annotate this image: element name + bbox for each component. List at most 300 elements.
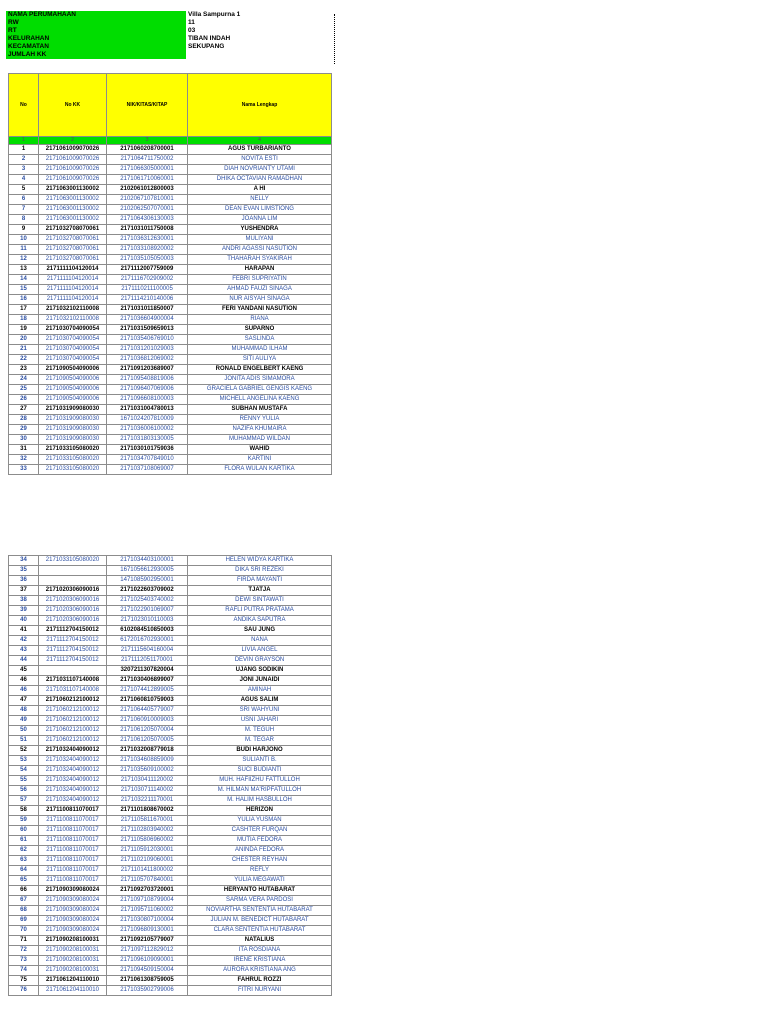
cell-no-kk: 2171090208100031	[39, 956, 107, 966]
table-row	[9, 415, 332, 425]
cell-name: WAHID	[188, 445, 332, 455]
cell-nik: 2171094509150004	[107, 966, 188, 976]
table-row	[9, 856, 332, 866]
table-row	[9, 175, 332, 185]
cell-name: DEAN EVAN LIMSTIONG	[188, 205, 332, 215]
cell-no: 23	[9, 365, 39, 375]
cell-no: 10	[9, 235, 39, 245]
cell-nik: 2171095711060002	[107, 906, 188, 916]
info-label: KELURAHAN	[6, 35, 186, 43]
cell-nik: 2171030411120002	[107, 776, 188, 786]
cell-nik: 2171092105779007	[107, 936, 188, 946]
cell-name: FIRDA MAYANTI	[188, 576, 332, 586]
table-row	[9, 596, 332, 606]
cell-no: 8	[9, 215, 39, 225]
cell-name: HERIZON	[188, 806, 332, 816]
cell-name: SITI AULIYA	[188, 355, 332, 365]
cell-nik: 2171030406899007	[107, 676, 188, 686]
cell-no-kk: 2171111104120014	[39, 285, 107, 295]
table-row	[9, 926, 332, 936]
cell-nik: 2171060910009003	[107, 716, 188, 726]
cell-nik: 2171112007759009	[107, 265, 188, 275]
cell-no-kk: 2171100811070017	[39, 806, 107, 816]
cell-no-kk: 2171020306090016	[39, 586, 107, 596]
table-row	[9, 946, 332, 956]
cell-name: NOVITA ESTI	[188, 155, 332, 165]
cell-no: 43	[9, 646, 39, 656]
cell-nik: 2171101411800002	[107, 866, 188, 876]
cell-no: 41	[9, 626, 39, 636]
cell-nik: 2171061205070004	[107, 726, 188, 736]
column-index: 2	[39, 137, 107, 145]
cell-no-kk	[39, 666, 107, 676]
cell-name: M. HILMAN MA'RIPFATULLOH	[188, 786, 332, 796]
cell-name: NOVIARTHA SENTENTIA HUTABARAT	[188, 906, 332, 916]
cell-name: RENNY YULIA	[188, 415, 332, 425]
table-row	[9, 876, 332, 886]
cell-nik: 2171023010110003	[107, 616, 188, 626]
info-label: RW	[6, 19, 186, 27]
cell-no: 76	[9, 986, 39, 996]
cell-no-kk: 2171063001130002	[39, 205, 107, 215]
cell-name: MULIYANI	[188, 235, 332, 245]
info-value: TIBAN INDAH	[186, 35, 336, 43]
cell-nik: 2171101808670002	[107, 806, 188, 816]
table-row	[9, 696, 332, 706]
cell-name: HERYANTO HUTABARAT	[188, 886, 332, 896]
cell-no-kk: 2171100811070017	[39, 866, 107, 876]
cell-no-kk: 2171111104120014	[39, 275, 107, 285]
table-row	[9, 736, 332, 746]
cell-nik: 2171064405779007	[107, 706, 188, 716]
table-row	[9, 185, 332, 195]
cell-no-kk: 2171111104120014	[39, 265, 107, 275]
table-row	[9, 556, 332, 566]
cell-no-kk: 2171032404090012	[39, 776, 107, 786]
cell-no: 32	[9, 455, 39, 465]
cell-no: 72	[9, 946, 39, 956]
cell-no: 13	[9, 265, 39, 275]
cell-no-kk: 2171031107140008	[39, 676, 107, 686]
cell-nik: 2171036604900004	[107, 315, 188, 325]
cell-name: AGUS TURBARIANTO	[188, 145, 332, 155]
cell-nik: 2171036812069002	[107, 355, 188, 365]
cell-no-kk: 2171020306090016	[39, 596, 107, 606]
cell-no-kk: 2171032404090012	[39, 796, 107, 806]
table-row	[9, 606, 332, 616]
cell-no-kk: 2171032102110008	[39, 315, 107, 325]
cell-name: M. HALIM HASBULLOH	[188, 796, 332, 806]
cell-no-kk: 2171030704090054	[39, 325, 107, 335]
table-row	[9, 786, 332, 796]
cell-no: 42	[9, 636, 39, 646]
cell-no: 1	[9, 145, 39, 155]
table-row	[9, 666, 332, 676]
info-value	[186, 51, 336, 59]
cell-nik: 6102084510850003	[107, 626, 188, 636]
column-header-nik: NIK/KITAS/KITAP	[107, 74, 188, 137]
cell-nik: 2171035609100002	[107, 766, 188, 776]
table-row	[9, 385, 332, 395]
cell-nik: 2171096407069006	[107, 385, 188, 395]
cell-no: 40	[9, 616, 39, 626]
cell-nik: 2171105912030001	[107, 846, 188, 856]
cell-nik: 2171097112829012	[107, 946, 188, 956]
table-row	[9, 986, 332, 996]
cell-name: UJANG SODIKIN	[188, 666, 332, 676]
cell-name: KARTINI	[188, 455, 332, 465]
table-row	[9, 636, 332, 646]
cell-no: 49	[9, 716, 39, 726]
cell-name: YUSHENDRA	[188, 225, 332, 235]
table-row	[9, 455, 332, 465]
cell-nik: 2171105707840001	[107, 876, 188, 886]
cell-no-kk: 2171090504090006	[39, 375, 107, 385]
cell-no: 61	[9, 836, 39, 846]
cell-nik: 3207211307820004	[107, 666, 188, 676]
cell-name: SUBHAN MUSTAFA	[188, 405, 332, 415]
table-row	[9, 576, 332, 586]
cell-nik: 2171030711140002	[107, 786, 188, 796]
cell-name: NATALIUS	[188, 936, 332, 946]
cell-nik: 2171096809130001	[107, 926, 188, 936]
cell-no-kk: 2171100811070017	[39, 846, 107, 856]
cell-no-kk: 2171100811070017	[39, 876, 107, 886]
cell-no: 26	[9, 395, 39, 405]
cell-no: 16	[9, 295, 39, 305]
table-row	[9, 245, 332, 255]
cell-no-kk: 2171060212100012	[39, 726, 107, 736]
cell-no-kk: 2171111104120014	[39, 295, 107, 305]
cell-name: CHESTER REYHAN	[188, 856, 332, 866]
cell-no-kk: 2171032708070061	[39, 225, 107, 235]
cell-no-kk: 2171061204110010	[39, 986, 107, 996]
column-index: 4	[188, 137, 332, 145]
cell-name: REFLY	[188, 866, 332, 876]
cell-no: 28	[9, 415, 39, 425]
cell-no-kk: 2171100811070017	[39, 836, 107, 846]
info-row	[6, 19, 336, 27]
cell-name: JOANNA LIM	[188, 215, 332, 225]
resident-table-part-1	[8, 73, 332, 475]
cell-no: 58	[9, 806, 39, 816]
cell-no-kk: 2171112704150012	[39, 636, 107, 646]
cell-no-kk: 2171090504090006	[39, 395, 107, 405]
cell-no-kk: 2171090208100031	[39, 946, 107, 956]
info-row	[6, 43, 336, 51]
cell-no: 5	[9, 185, 39, 195]
info-row	[6, 11, 336, 19]
cell-no: 39	[9, 606, 39, 616]
table-row	[9, 345, 332, 355]
table-row	[9, 796, 332, 806]
table-row	[9, 646, 332, 656]
cell-nik: 2102067107810001	[107, 195, 188, 205]
cell-nik: 2171031509659013	[107, 325, 188, 335]
cell-name: NAZIFA KHUMAIRA	[188, 425, 332, 435]
table-row	[9, 425, 332, 435]
table-row	[9, 215, 332, 225]
cell-name: MUH. HAFIIZHU FATTULLOH	[188, 776, 332, 786]
column-index-row	[9, 137, 332, 145]
cell-nik: 2171033108920002	[107, 245, 188, 255]
table-row	[9, 756, 332, 766]
cell-name: TJATJA	[188, 586, 332, 596]
cell-no: 15	[9, 285, 39, 295]
cell-nik: 2171112051170001	[107, 656, 188, 666]
column-index: 3	[107, 137, 188, 145]
table-row	[9, 886, 332, 896]
cell-no-kk: 2171063001130002	[39, 185, 107, 195]
cell-name: NELLY	[188, 195, 332, 205]
table-row	[9, 766, 332, 776]
cell-no: 47	[9, 696, 39, 706]
cell-name: IRENE KRISTIANA	[188, 956, 332, 966]
cell-no: 62	[9, 846, 39, 856]
column-header-no: No	[9, 74, 39, 137]
cell-no: 7	[9, 205, 39, 215]
cell-no-kk: 2171033105080020	[39, 556, 107, 566]
cell-no: 6	[9, 195, 39, 205]
cell-nik: 2171060810759003	[107, 696, 188, 706]
cell-nik: 1671056612930005	[107, 566, 188, 576]
column-header-no-kk: No KK	[39, 74, 107, 137]
cell-no: 3	[9, 165, 39, 175]
table-row	[9, 716, 332, 726]
cell-no-kk: 2171100811070017	[39, 826, 107, 836]
cell-no: 71	[9, 936, 39, 946]
cell-name: FEBRI SUPRIYATIN	[188, 275, 332, 285]
cell-name: BUDI HARJONO	[188, 746, 332, 756]
table-row	[9, 465, 332, 475]
cell-nik: 6172016702930001	[107, 636, 188, 646]
cell-no: 52	[9, 746, 39, 756]
cell-no: 55	[9, 776, 39, 786]
cell-no: 4	[9, 175, 39, 185]
cell-nik: 2171031004780013	[107, 405, 188, 415]
cell-name: CLARA SENTENTIA HUTABARAT	[188, 926, 332, 936]
table-row	[9, 355, 332, 365]
cell-no: 25	[9, 385, 39, 395]
table-row	[9, 616, 332, 626]
cell-no-kk	[39, 576, 107, 586]
cell-name: JONI JUNAIDI	[188, 676, 332, 686]
cell-no-kk: 2171020306090016	[39, 616, 107, 626]
cell-no: 66	[9, 886, 39, 896]
cell-nik: 2171030807100004	[107, 916, 188, 926]
cell-nik: 2171061710060001	[107, 175, 188, 185]
cell-no-kk: 2171100811070017	[39, 816, 107, 826]
cell-no: 60	[9, 826, 39, 836]
cell-no: 48	[9, 706, 39, 716]
cell-no-kk: 2171061204110010	[39, 976, 107, 986]
cell-no: 2	[9, 155, 39, 165]
cell-nik: 2171031011850007	[107, 305, 188, 315]
cell-no-kk	[39, 566, 107, 576]
cell-nik: 2171030101759036	[107, 445, 188, 455]
info-value: 03	[186, 27, 336, 35]
cell-no: 64	[9, 866, 39, 876]
cell-no-kk: 2171090309080024	[39, 906, 107, 916]
table-row	[9, 746, 332, 756]
cell-no: 35	[9, 566, 39, 576]
table-row	[9, 205, 332, 215]
cell-name: MUHAMMAD ILHAM	[188, 345, 332, 355]
cell-no-kk: 2171063001130002	[39, 215, 107, 225]
table-row	[9, 806, 332, 816]
cell-no: 27	[9, 405, 39, 415]
table-row	[9, 726, 332, 736]
cell-name: M. TEGAR	[188, 736, 332, 746]
cell-name: SULIANTI B.	[188, 756, 332, 766]
cell-no-kk: 2171060212100012	[39, 696, 107, 706]
info-value: Villa Sampurna 1	[186, 11, 336, 19]
cell-no-kk: 2171032708070061	[39, 255, 107, 265]
cell-name: LIVIA ANGEL	[188, 646, 332, 656]
cell-name: DEWI SINTAWATI	[188, 596, 332, 606]
cell-no-kk: 2171030704090054	[39, 345, 107, 355]
cell-nik: 2171025403740002	[107, 596, 188, 606]
cell-nik: 2171105806960002	[107, 836, 188, 846]
cell-no: 33	[9, 465, 39, 475]
cell-name: A HI	[188, 185, 332, 195]
cell-no: 57	[9, 796, 39, 806]
cell-no-kk: 2171090309080024	[39, 916, 107, 926]
cell-name: AHMAD FAUZI SINAGA	[188, 285, 332, 295]
cell-no-kk: 2171090504090006	[39, 365, 107, 375]
cell-name: CASHTER FURQAN	[188, 826, 332, 836]
cell-no: 31	[9, 445, 39, 455]
cell-no-kk: 2171033105080020	[39, 445, 107, 455]
cell-no: 9	[9, 225, 39, 235]
table-row	[9, 706, 332, 716]
cell-no-kk: 2171033105080020	[39, 455, 107, 465]
cell-no-kk: 2171112704150012	[39, 646, 107, 656]
cell-nik: 2171022901069007	[107, 606, 188, 616]
cell-name: FERI YANDANI NASUTION	[188, 305, 332, 315]
cell-name: HARAPAN	[188, 265, 332, 275]
cell-nik: 2171074412899005	[107, 686, 188, 696]
info-label: NAMA PERUMAHAAN	[6, 11, 186, 19]
cell-nik: 2171097108799004	[107, 896, 188, 906]
cell-no: 44	[9, 656, 39, 666]
cell-no: 45	[9, 666, 39, 676]
table-row	[9, 325, 332, 335]
cell-name: YULIA MEGAWATI	[188, 876, 332, 886]
cell-name: FITRI NURYANI	[188, 986, 332, 996]
cell-nik: 2171114210140006	[107, 295, 188, 305]
cell-no-kk: 2171032102110008	[39, 305, 107, 315]
cell-no-kk: 2171031909080030	[39, 415, 107, 425]
cell-nik: 2171116702909002	[107, 275, 188, 285]
table-row	[9, 686, 332, 696]
cell-no-kk: 2171060212100012	[39, 706, 107, 716]
cell-name: SUPARNO	[188, 325, 332, 335]
cell-nik: 2171105811670001	[107, 816, 188, 826]
cell-no-kk: 2171031909080030	[39, 425, 107, 435]
info-label: JUMLAH KK	[6, 51, 186, 59]
cell-no-kk: 2171063001130002	[39, 195, 107, 205]
info-row	[6, 51, 336, 59]
cell-no-kk: 2171090309080024	[39, 896, 107, 906]
table-row	[9, 846, 332, 856]
table-header-row	[9, 74, 332, 137]
info-label: RT	[6, 27, 186, 35]
table-row	[9, 365, 332, 375]
cell-no: 30	[9, 435, 39, 445]
table-row	[9, 305, 332, 315]
cell-name: USNI JAHARI	[188, 716, 332, 726]
cell-nik: 2171031011750008	[107, 225, 188, 235]
cell-name: ANDIKA SAPUTRA	[188, 616, 332, 626]
cell-nik: 2171034608859009	[107, 756, 188, 766]
cell-no: 22	[9, 355, 39, 365]
table-row	[9, 916, 332, 926]
cell-name: RIANA	[188, 315, 332, 325]
info-label: KECAMATAN	[6, 43, 186, 51]
column-header-name: Nama Lengkap	[188, 74, 332, 137]
cell-nik: 2171035902799006	[107, 986, 188, 996]
cell-nik: 2171036006100002	[107, 425, 188, 435]
cell-nik: 2171061205070005	[107, 736, 188, 746]
cell-no: 18	[9, 315, 39, 325]
cell-no-kk: 2171090208100031	[39, 966, 107, 976]
table-row	[9, 295, 332, 305]
cell-nik: 2102062507070001	[107, 205, 188, 215]
cell-no-kk: 2171031909080030	[39, 405, 107, 415]
cell-name: MICHELL ANGELINA KAENG	[188, 395, 332, 405]
cell-no-kk: 2171090309080024	[39, 886, 107, 896]
cell-name: SUCI BUDIANTI	[188, 766, 332, 776]
table-row	[9, 866, 332, 876]
resident-table-part-2	[8, 555, 332, 996]
cell-no: 24	[9, 375, 39, 385]
table-row	[9, 315, 332, 325]
table-row	[9, 235, 332, 245]
table-row	[9, 195, 332, 205]
cell-nik: 2171032008779018	[107, 746, 188, 756]
cell-nik: 2171064711750002	[107, 155, 188, 165]
table-row	[9, 275, 332, 285]
cell-name: DEVIN GRAYSON	[188, 656, 332, 666]
cell-no-kk: 2171032404090012	[39, 756, 107, 766]
table-row	[9, 656, 332, 666]
cell-name: NUR AISYAH SINAGA	[188, 295, 332, 305]
table-row	[9, 836, 332, 846]
cell-no-kk: 2171061009070026	[39, 145, 107, 155]
cell-nik: 2102061012800003	[107, 185, 188, 195]
cell-name: AGUS SALIM	[188, 696, 332, 706]
cell-no-kk: 2171090504090006	[39, 385, 107, 395]
cell-no: 19	[9, 325, 39, 335]
cell-no: 65	[9, 876, 39, 886]
cell-no: 67	[9, 896, 39, 906]
cell-name: SRI WAHYUNI	[188, 706, 332, 716]
cell-no-kk: 2171032708070061	[39, 235, 107, 245]
cell-no-kk: 2171020306090016	[39, 606, 107, 616]
cell-nik: 2171032211170001	[107, 796, 188, 806]
cell-no: 51	[9, 736, 39, 746]
cell-name: AMINAH	[188, 686, 332, 696]
cell-no: 37	[9, 586, 39, 596]
cell-no-kk: 2171061009070026	[39, 165, 107, 175]
cell-name: YULIA YUSMAN	[188, 816, 332, 826]
cell-nik: 2171061308759005	[107, 976, 188, 986]
cell-no: 17	[9, 305, 39, 315]
cell-no: 21	[9, 345, 39, 355]
cell-name: THAHARAH SYAKIRAH	[188, 255, 332, 265]
cell-name: HELEN WIDYA KARTIKA	[188, 556, 332, 566]
